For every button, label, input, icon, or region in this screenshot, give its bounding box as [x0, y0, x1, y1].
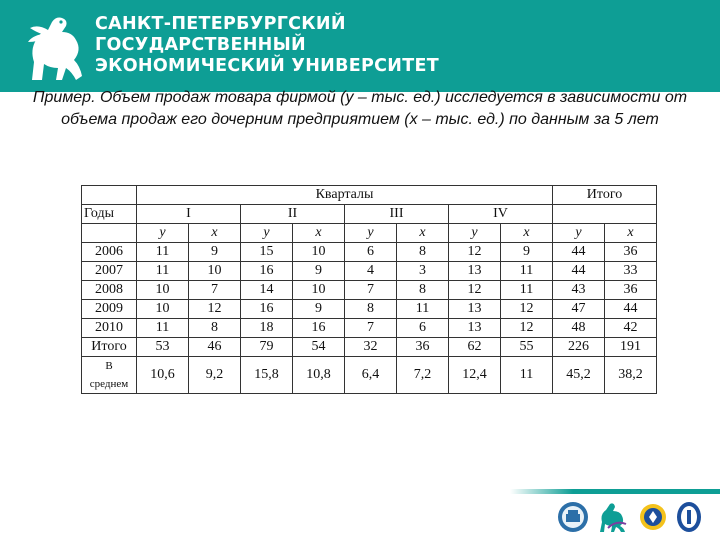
table-cell: 12 — [501, 319, 553, 338]
table-cell: 32 — [345, 338, 397, 357]
emblem-logo-icon — [638, 500, 668, 534]
table-cell: 9 — [293, 300, 345, 319]
table-cell: 18 — [241, 319, 293, 338]
table-cell: 16 — [293, 319, 345, 338]
average-cell: 38,2 — [605, 357, 657, 394]
table-cell: 36 — [397, 338, 449, 357]
table-cell: 8 — [189, 319, 241, 338]
table-cell: 10 — [293, 243, 345, 262]
table-cell: 9 — [293, 262, 345, 281]
table-cell: 36 — [605, 281, 657, 300]
var-header-y: y — [553, 224, 605, 243]
table-cell: 11 — [501, 281, 553, 300]
quarter-header-2: II — [241, 205, 345, 224]
table-cell: 8 — [397, 243, 449, 262]
average-cell: 7,2 — [397, 357, 449, 394]
row-label: 2007 — [82, 262, 137, 281]
table-cell: 54 — [293, 338, 345, 357]
table-cell: 42 — [605, 319, 657, 338]
oval-logo-icon — [675, 500, 703, 534]
slide-title: Пример. Объем продаж товара фирмой (y – тыс. ед.) исследуется в зависимости от объема продаж его дочерним предприятием (x – тыс. ед.) по данным за 5 лет — [32, 89, 688, 128]
average-cell: 12,4 — [449, 357, 501, 394]
table-cell: 53 — [137, 338, 189, 357]
table-cell: 7 — [345, 319, 397, 338]
table-cell: 11 — [137, 243, 189, 262]
average-label-top: В — [105, 360, 113, 372]
table-cell: 10 — [137, 281, 189, 300]
table-row — [82, 319, 657, 338]
row-label: 2009 — [82, 300, 137, 319]
table-row — [82, 281, 657, 300]
average-label-bottom: среднем — [89, 378, 129, 390]
average-cell: 45,2 — [553, 357, 605, 394]
quarter-header-4: IV — [449, 205, 553, 224]
average-cell: 6,4 — [345, 357, 397, 394]
table-cell: 12 — [449, 243, 501, 262]
table-cell: 16 — [241, 300, 293, 319]
table-cell: 11 — [137, 319, 189, 338]
row-label: Итого — [82, 338, 137, 357]
university-name — [95, 14, 439, 77]
table-cell: 13 — [449, 319, 501, 338]
table-cell: 10 — [189, 262, 241, 281]
table-cell: 4 — [345, 262, 397, 281]
table-cell: 7 — [189, 281, 241, 300]
university-name-line-1: САНКТ-ПЕТЕРБУРГСКИЙ — [95, 14, 346, 34]
footer-accent-line — [510, 489, 720, 494]
quarter-header-3: III — [345, 205, 449, 224]
griffin-logo-icon — [22, 10, 88, 86]
table-cell: 62 — [449, 338, 501, 357]
table-cell: 9 — [501, 243, 553, 262]
table-cell: 55 — [501, 338, 553, 357]
table-cell: 46 — [189, 338, 241, 357]
var-header-x: x — [397, 224, 449, 243]
var-header-x: x — [501, 224, 553, 243]
table-cell: 226 — [553, 338, 605, 357]
var-header-x: x — [293, 224, 345, 243]
table-cell: 191 — [605, 338, 657, 357]
row-label: 2008 — [82, 281, 137, 300]
table-cell: 6 — [345, 243, 397, 262]
row-label: 2006 — [82, 243, 137, 262]
var-header-y: y — [345, 224, 397, 243]
table-cell: 11 — [137, 262, 189, 281]
average-cell: 10,6 — [137, 357, 189, 394]
average-row — [82, 357, 657, 394]
university-name-line-2: ГОСУДАРСТВЕННЫЙ — [95, 35, 306, 55]
header-band — [0, 0, 720, 92]
var-header-y: y — [241, 224, 293, 243]
table-header-empty — [82, 186, 137, 205]
table-cell: 7 — [345, 281, 397, 300]
table-cell: 8 — [345, 300, 397, 319]
quarters-header: Кварталы — [137, 186, 553, 205]
total-subheader — [553, 205, 657, 224]
table-cell: 12 — [189, 300, 241, 319]
table-cell: 13 — [449, 262, 501, 281]
average-label — [82, 357, 137, 394]
table-cell: 12 — [449, 281, 501, 300]
table-row — [82, 300, 657, 319]
table-row — [82, 243, 657, 262]
table-cell: 12 — [501, 300, 553, 319]
table-row — [82, 262, 657, 281]
table-cell: 43 — [553, 281, 605, 300]
average-cell: 9,2 — [189, 357, 241, 394]
table-cell: 3 — [397, 262, 449, 281]
table-cell: 16 — [241, 262, 293, 281]
var-header-x: x — [189, 224, 241, 243]
table-header-row-2 — [82, 205, 657, 224]
table-cell: 44 — [553, 243, 605, 262]
table-cell: 11 — [501, 262, 553, 281]
griffin-small-logo-icon — [596, 500, 630, 534]
table-cell: 48 — [553, 319, 605, 338]
table-header-row-1 — [82, 186, 657, 205]
var-header-empty — [82, 224, 137, 243]
table-cell: 9 — [189, 243, 241, 262]
table-cell: 8 — [397, 281, 449, 300]
sales-table — [81, 185, 657, 394]
table-cell: 11 — [397, 300, 449, 319]
table-cell: 44 — [605, 300, 657, 319]
table-cell: 14 — [241, 281, 293, 300]
table-cell: 13 — [449, 300, 501, 319]
table-cell: 10 — [137, 300, 189, 319]
university-name-line-3: ЭКОНОМИЧЕСКИЙ УНИВЕРСИТЕТ — [95, 56, 439, 76]
table-header-row-3 — [82, 224, 657, 243]
var-header-y: y — [449, 224, 501, 243]
average-cell: 10,8 — [293, 357, 345, 394]
table-cell: 79 — [241, 338, 293, 357]
var-header-x: x — [605, 224, 657, 243]
table-cell: 6 — [397, 319, 449, 338]
seal-logo-icon — [556, 500, 590, 534]
table-cell: 47 — [553, 300, 605, 319]
table-row — [82, 338, 657, 357]
table-cell: 36 — [605, 243, 657, 262]
table-cell: 33 — [605, 262, 657, 281]
average-cell: 15,8 — [241, 357, 293, 394]
total-header: Итого — [553, 186, 657, 205]
average-cell: 11 — [501, 357, 553, 394]
quarter-header-1: I — [137, 205, 241, 224]
table-cell: 44 — [553, 262, 605, 281]
years-header: Годы — [82, 205, 137, 224]
row-label: 2010 — [82, 319, 137, 338]
table-cell: 15 — [241, 243, 293, 262]
table-cell: 10 — [293, 281, 345, 300]
var-header-y: y — [137, 224, 189, 243]
